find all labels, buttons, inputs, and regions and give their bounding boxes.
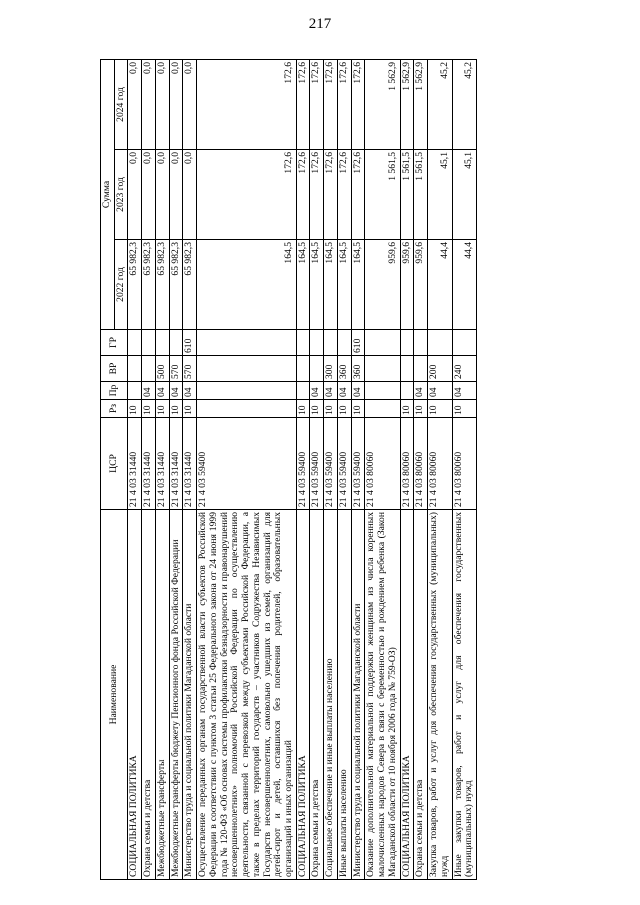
cell-gr <box>155 330 169 356</box>
cell-pr: 04 <box>142 382 156 400</box>
cell-csr: 21 4 03 59400 <box>351 418 365 510</box>
cell-2024: 172,6 <box>197 59 297 149</box>
cell-2022: 65 982,3 <box>142 240 156 330</box>
cell-2023: 172,6 <box>337 150 351 240</box>
cell-2022: 164,5 <box>310 240 324 330</box>
cell-csr: 21 4 03 59400 <box>324 418 338 510</box>
cell-csr: 21 4 03 80060 <box>414 418 428 510</box>
header-gr: ГР <box>101 330 128 356</box>
cell-name: СОЦИАЛЬНАЯ ПОЛИТИКА <box>128 510 142 880</box>
cell-2022: 959,6 <box>400 240 414 330</box>
cell-csr: 21 4 03 80060 <box>365 418 400 510</box>
cell-2024: 45,2 <box>452 59 476 149</box>
cell-pr: 04 <box>183 382 197 400</box>
cell-pr: 04 <box>428 382 452 400</box>
table-row <box>428 59 452 879</box>
cell-2023: 172,6 <box>296 150 310 240</box>
cell-name: Оказание дополнительной материальной поддержки женщинам из числа коренных малочисленных народов Севера в связи с беременностью и рождением ребенка (Закон Магаданской области от 10 ноября 2006 года № 759-ОЗ) <box>365 510 400 880</box>
cell-2024: 172,6 <box>351 59 365 149</box>
cell-2022: 959,6 <box>365 240 400 330</box>
table-row <box>400 59 414 879</box>
cell-2022: 164,5 <box>324 240 338 330</box>
table-container <box>100 60 590 880</box>
cell-csr: 21 4 03 59400 <box>337 418 351 510</box>
cell-vr <box>128 356 142 382</box>
table-row <box>128 59 142 879</box>
cell-rz: 10 <box>452 400 476 418</box>
cell-gr: 610 <box>351 330 365 356</box>
cell-2023: 0,0 <box>128 150 142 240</box>
cell-name: Охрана семьи и детства <box>310 510 324 880</box>
cell-vr <box>414 356 428 382</box>
cell-2022: 164,5 <box>197 240 297 330</box>
cell-vr: 300 <box>324 356 338 382</box>
table-row <box>310 59 324 879</box>
budget-table <box>100 59 477 880</box>
cell-gr <box>324 330 338 356</box>
table-row <box>351 59 365 879</box>
cell-2024: 1 562,9 <box>365 59 400 149</box>
cell-rz: 10 <box>351 400 365 418</box>
cell-2023: 1 561,5 <box>365 150 400 240</box>
cell-2024: 45,2 <box>428 59 452 149</box>
cell-2024: 1 562,9 <box>414 59 428 149</box>
cell-vr: 360 <box>351 356 365 382</box>
cell-2023: 45,1 <box>428 150 452 240</box>
cell-2022: 44,4 <box>452 240 476 330</box>
header-2024: 2024 год <box>114 59 128 149</box>
cell-rz: 10 <box>296 400 310 418</box>
cell-gr <box>365 330 400 356</box>
cell-csr: 21 4 03 80060 <box>428 418 452 510</box>
cell-2022: 65 982,3 <box>183 240 197 330</box>
cell-gr <box>128 330 142 356</box>
cell-2022: 65 982,3 <box>155 240 169 330</box>
cell-vr: 200 <box>428 356 452 382</box>
table-row <box>324 59 338 879</box>
table-row <box>414 59 428 879</box>
cell-name: Иные закупки товаров, работ и услуг для обеспечения государственных (муниципальных) нужд <box>452 510 476 880</box>
table-row <box>197 59 297 879</box>
cell-gr <box>169 330 183 356</box>
cell-gr <box>296 330 310 356</box>
cell-gr <box>452 330 476 356</box>
cell-2023: 1 561,5 <box>414 150 428 240</box>
rotated-table-frame <box>100 60 590 880</box>
cell-2024: 172,6 <box>296 59 310 149</box>
table-row <box>365 59 400 879</box>
cell-pr: 04 <box>351 382 365 400</box>
cell-rz: 10 <box>324 400 338 418</box>
cell-vr <box>400 356 414 382</box>
cell-rz: 10 <box>155 400 169 418</box>
table-row <box>337 59 351 879</box>
cell-2022: 65 982,3 <box>128 240 142 330</box>
cell-csr: 21 4 03 80060 <box>400 418 414 510</box>
cell-2024: 0,0 <box>128 59 142 149</box>
cell-pr <box>128 382 142 400</box>
cell-2023: 172,6 <box>351 150 365 240</box>
cell-rz <box>197 400 297 418</box>
cell-2023: 172,6 <box>310 150 324 240</box>
cell-pr: 04 <box>414 382 428 400</box>
cell-gr <box>337 330 351 356</box>
table-row <box>169 59 183 879</box>
cell-pr: 04 <box>155 382 169 400</box>
header-sum: Сумма <box>101 59 115 329</box>
cell-rz: 10 <box>428 400 452 418</box>
cell-2023: 45,1 <box>452 150 476 240</box>
table-row <box>183 59 197 879</box>
header-2022: 2022 год <box>114 240 128 330</box>
cell-gr <box>310 330 324 356</box>
cell-2024: 0,0 <box>183 59 197 149</box>
cell-vr <box>310 356 324 382</box>
cell-rz: 10 <box>414 400 428 418</box>
cell-gr <box>428 330 452 356</box>
table-body <box>128 59 477 879</box>
cell-gr <box>197 330 297 356</box>
table-row <box>452 59 476 879</box>
cell-2024: 172,6 <box>324 59 338 149</box>
cell-csr: 21 4 03 31440 <box>128 418 142 510</box>
cell-2023: 0,0 <box>142 150 156 240</box>
cell-csr: 21 4 03 31440 <box>142 418 156 510</box>
cell-rz: 10 <box>337 400 351 418</box>
cell-csr: 21 4 03 31440 <box>155 418 169 510</box>
cell-rz <box>365 400 400 418</box>
header-vr: ВР <box>101 356 128 382</box>
cell-vr <box>296 356 310 382</box>
cell-csr: 21 4 03 80060 <box>452 418 476 510</box>
cell-csr: 21 4 03 59400 <box>197 418 297 510</box>
cell-name: СОЦИАЛЬНАЯ ПОЛИТИКА <box>296 510 310 880</box>
cell-2022: 164,5 <box>351 240 365 330</box>
cell-rz: 10 <box>310 400 324 418</box>
cell-pr: 04 <box>310 382 324 400</box>
header-2023: 2023 год <box>114 150 128 240</box>
header-csr: ЦСР <box>101 418 128 510</box>
cell-name: Иные выплаты населению <box>337 510 351 880</box>
cell-2023: 1 561,5 <box>400 150 414 240</box>
cell-2023: 0,0 <box>183 150 197 240</box>
table-row <box>296 59 310 879</box>
cell-rz: 10 <box>183 400 197 418</box>
cell-vr: 500 <box>155 356 169 382</box>
cell-2023: 0,0 <box>155 150 169 240</box>
table-row <box>155 59 169 879</box>
cell-name: Охрана семьи и детства <box>142 510 156 880</box>
cell-pr: 04 <box>169 382 183 400</box>
page-number: 217 <box>308 16 332 32</box>
cell-vr: 240 <box>452 356 476 382</box>
cell-2023: 172,6 <box>324 150 338 240</box>
cell-pr: 04 <box>452 382 476 400</box>
cell-name: Охрана семьи и детства <box>414 510 428 880</box>
cell-pr <box>197 382 297 400</box>
table-row <box>142 59 156 879</box>
cell-2024: 0,0 <box>142 59 156 149</box>
cell-vr: 570 <box>169 356 183 382</box>
cell-rz: 10 <box>400 400 414 418</box>
cell-2024: 0,0 <box>169 59 183 149</box>
header-rz: Рз <box>101 400 128 418</box>
cell-2022: 959,6 <box>414 240 428 330</box>
cell-name: Закупка товаров, работ и услуг для обеспечения государственных (муниципальных) нужд <box>428 510 452 880</box>
cell-csr: 21 4 03 31440 <box>183 418 197 510</box>
cell-pr <box>296 382 310 400</box>
cell-2022: 44,4 <box>428 240 452 330</box>
cell-pr <box>365 382 400 400</box>
cell-2022: 164,5 <box>296 240 310 330</box>
table-header <box>101 59 128 879</box>
cell-2024: 1 562,9 <box>400 59 414 149</box>
cell-gr <box>414 330 428 356</box>
cell-name: Министерство труда и социальной политики Магаданской области <box>183 510 197 880</box>
header-pr: Пр <box>101 382 128 400</box>
cell-csr: 21 4 03 59400 <box>296 418 310 510</box>
cell-rz: 10 <box>128 400 142 418</box>
cell-2024: 172,6 <box>310 59 324 149</box>
cell-gr <box>400 330 414 356</box>
cell-vr: 570 <box>183 356 197 382</box>
cell-pr <box>400 382 414 400</box>
cell-2023: 172,6 <box>197 150 297 240</box>
cell-name: Осуществление переданных органам государственной власти субъектов Российской Федерации в соответствии с пунктом 3 статьи 25 Федерального закона от 24 июня 1999 года № 120-ФЗ «Об основах системы профилактики безнадзорности и правонарушений несовершеннолетних» полномочий Российской Федерации по осуществлению деятельности, связанной с перевозкой между субъектами Российской Федерации, а также в пределах территорий государств – участников Содружества Независимых Государств несовершеннолетних, самовольно ушедших из семей, организаций для детей-сирот и детей, оставшихся без попечения родителей, образовательных организаций и иных организаций <box>197 510 297 880</box>
cell-name: Межбюджетные трансферты бюджету Пенсионного фонда Российской Федерации <box>169 510 183 880</box>
cell-name: Межбюджетные трансферты <box>155 510 169 880</box>
cell-csr: 21 4 03 59400 <box>310 418 324 510</box>
cell-pr: 04 <box>324 382 338 400</box>
cell-csr: 21 4 03 31440 <box>169 418 183 510</box>
cell-2022: 164,5 <box>337 240 351 330</box>
cell-2024: 0,0 <box>155 59 169 149</box>
cell-gr: 610 <box>183 330 197 356</box>
header-name: Наименование <box>101 510 128 880</box>
cell-name: СОЦИАЛЬНАЯ ПОЛИТИКА <box>400 510 414 880</box>
cell-vr <box>197 356 297 382</box>
cell-2024: 172,6 <box>337 59 351 149</box>
cell-2022: 65 982,3 <box>169 240 183 330</box>
cell-vr: 360 <box>337 356 351 382</box>
cell-gr <box>142 330 156 356</box>
cell-pr: 04 <box>337 382 351 400</box>
cell-2023: 0,0 <box>169 150 183 240</box>
cell-rz: 10 <box>169 400 183 418</box>
cell-rz: 10 <box>142 400 156 418</box>
cell-name: Социальное обеспечение и иные выплаты населению <box>324 510 338 880</box>
cell-name: Министерство труда и социальной политики Магаданской области <box>351 510 365 880</box>
cell-vr <box>365 356 400 382</box>
cell-vr <box>142 356 156 382</box>
